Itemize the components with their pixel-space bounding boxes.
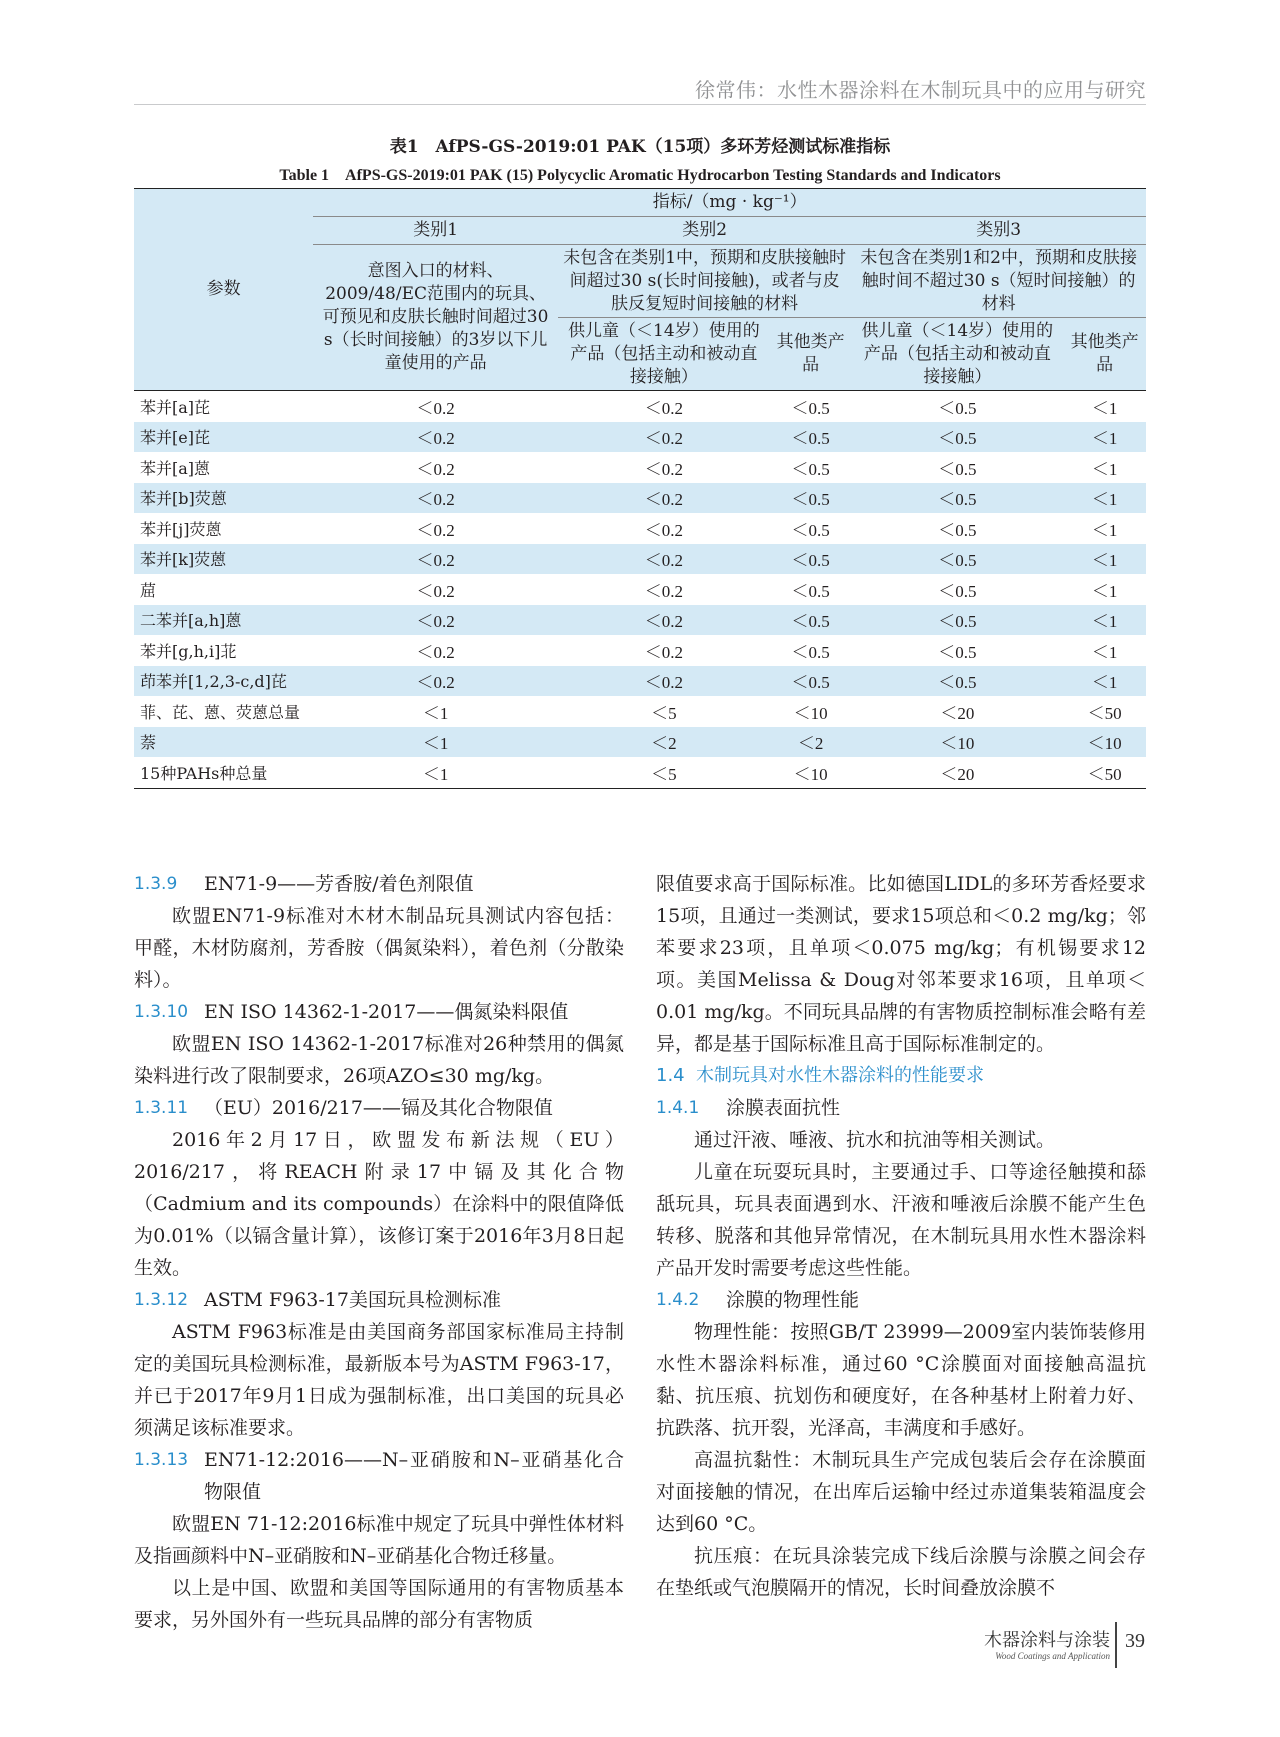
table-row bbox=[134, 666, 1146, 697]
section-heading: 1.3.9 EN71-9——芳香胺/着色剂限值 bbox=[134, 873, 474, 895]
limit-value: ＜0.2 bbox=[644, 581, 683, 601]
limit-value: ＜0.2 bbox=[313, 544, 558, 575]
param-name: 萘 bbox=[134, 727, 313, 758]
limit-value: ＜0.5 bbox=[791, 459, 830, 479]
limit-value: ＜0.5 bbox=[851, 483, 1063, 514]
limit-value: ＜1 bbox=[313, 727, 558, 758]
table-row bbox=[134, 696, 1146, 727]
table-row bbox=[134, 574, 1146, 605]
limit-value: ＜0.5 bbox=[851, 422, 1063, 453]
limit-value: ＜0.5 bbox=[791, 642, 830, 662]
paragraph: 儿童在玩耍玩具时，主要通过手、口等途径触摸和舔舐玩具，玩具表面遇到水、汗液和唾液后涂膜不能产生色转移、脱落和其他异常情况，在木制玩具用水性木器涂料产品开发时需要考虑这些性能。 bbox=[656, 1161, 1146, 1279]
limit-value: ＜0.2 bbox=[416, 581, 455, 601]
paragraph: 2016年2月17日，欧盟发布新法规（EU）2016/217，将REACH附录17中镉及其化合物（Cadmium and its compounds）在涂料中的限值降低为0.01%（以镉含量计算），该修订案于2016年3月8日起生效。 bbox=[134, 1129, 624, 1279]
table-row bbox=[134, 452, 1146, 483]
limit-value: ＜0.5 bbox=[791, 581, 830, 601]
cat2-child-products: 供儿童（＜14岁）使用的产品（包括主动和被动直接接触） bbox=[558, 318, 770, 391]
limit-value: ＜0.5 bbox=[938, 581, 977, 601]
limit-value: ＜5 bbox=[558, 757, 770, 788]
cat3-header: 类别3 bbox=[851, 217, 1146, 245]
limit-value: ＜20 bbox=[851, 757, 1063, 788]
table-row bbox=[134, 422, 1146, 453]
param-name: 苯并[e]芘 bbox=[134, 422, 313, 453]
limit-value: ＜10 bbox=[1063, 727, 1146, 758]
cat1-header: 类别1 bbox=[313, 217, 558, 245]
paragraph: 物理性能：按照GB/T 23999—2009室内装饰装修用水性木器涂料标准，通过60 °C涂膜面对面接触高温抗黏、抗压痕、抗划伤和硬度好，在各种基材上附着力好、抗跌落、抗开裂，光泽高，丰满度和手感好。 bbox=[656, 1321, 1146, 1439]
limit-value: ＜1 bbox=[1091, 398, 1118, 418]
limit-value: ＜10 bbox=[770, 757, 852, 788]
limit-value: ＜0.2 bbox=[416, 642, 455, 662]
indicator-header: 指标/（mg · kg⁻¹） bbox=[313, 189, 1146, 217]
pah-table bbox=[134, 188, 1146, 789]
cat3-desc: 未包含在类别1和2中，预期和皮肤接触时间不超过30 s（短时间接触）的材料 bbox=[851, 245, 1146, 318]
right-column bbox=[656, 868, 1146, 1604]
header-rule bbox=[134, 104, 1146, 105]
limit-value: ＜0.5 bbox=[791, 398, 830, 418]
table-row bbox=[134, 513, 1146, 544]
limit-value: ＜0.2 bbox=[558, 605, 770, 636]
param-name: 茚苯并[1,2,3-c,d]芘 bbox=[134, 666, 313, 697]
limit-value: ＜1 bbox=[1091, 642, 1118, 662]
param-name: 二苯并[a,h]蒽 bbox=[134, 605, 313, 636]
limit-value: ＜2 bbox=[770, 727, 852, 758]
limit-value: ＜0.2 bbox=[313, 666, 558, 697]
limit-value: ＜1 bbox=[1063, 544, 1146, 575]
table-caption-cn: 表1 AfPS-GS-2019:01 PAK（15项）多环芳烃测试标准指标 bbox=[389, 137, 891, 157]
left-column bbox=[134, 868, 624, 1636]
limit-value: ＜1 bbox=[1063, 422, 1146, 453]
limit-value: ＜1 bbox=[1091, 581, 1118, 601]
section-heading: 1.4 木制玩具对水性木器涂料的性能要求 bbox=[656, 1065, 984, 1086]
paragraph: 高温抗黏性：木制玩具生产完成包装后会存在涂膜面对面接触的情况，在出库后运输中经过赤道集装箱温度会达到60 °C。 bbox=[656, 1449, 1146, 1535]
limit-value: ＜1 bbox=[1091, 520, 1118, 540]
footer-divider bbox=[1115, 1622, 1117, 1668]
limit-value: ＜0.5 bbox=[938, 459, 977, 479]
cat3-other-products: 其他类产品 bbox=[1063, 318, 1146, 391]
journal-name-en: Wood Coatings and Application bbox=[995, 1651, 1110, 1661]
limit-value: ＜0.2 bbox=[416, 520, 455, 540]
limit-value: ＜10 bbox=[851, 727, 1063, 758]
limit-value: ＜0.2 bbox=[313, 422, 558, 453]
limit-value: ＜0.5 bbox=[938, 642, 977, 662]
page-number: 39 bbox=[1125, 1630, 1145, 1652]
limit-value: ＜20 bbox=[940, 703, 975, 723]
table-row bbox=[134, 544, 1146, 575]
paragraph: 通过汗液、唾液、抗水和抗油等相关测试。 bbox=[694, 1129, 1056, 1151]
limit-value: ＜0.5 bbox=[938, 398, 977, 418]
cat2-desc: 未包含在类别1中，预期和皮肤接触时间超过30 s(长时间接触)，或者与皮肤反复短时间接触的材料 bbox=[558, 245, 851, 318]
cat3-child-products: 供儿童（＜14岁）使用的产品（包括主动和被动直接接触） bbox=[851, 318, 1063, 391]
paragraph: 抗压痕：在玩具涂装完成下线后涂膜与涂膜之间会存在垫纸或气泡膜隔开的情况，长时间叠放涂膜不 bbox=[656, 1545, 1146, 1599]
limit-value: ＜50 bbox=[1087, 703, 1122, 723]
param-name: 䓛 bbox=[140, 580, 157, 600]
section-heading: 1.3.10 EN ISO 14362-1-2017——偶氮染料限值 bbox=[134, 1001, 569, 1023]
limit-value: ＜0.5 bbox=[938, 520, 977, 540]
table-row bbox=[134, 727, 1146, 758]
section-heading: 1.4.1 涂膜表面抗性 bbox=[656, 1097, 841, 1119]
limit-value: ＜0.2 bbox=[416, 459, 455, 479]
limit-value: ＜1 bbox=[313, 757, 558, 788]
table-row bbox=[134, 757, 1146, 788]
limit-value: ＜0.2 bbox=[644, 642, 683, 662]
limit-value: ＜50 bbox=[1063, 757, 1146, 788]
paragraph: 欧盟EN ISO 14362-1-2017标准对26种禁用的偶氮染料进行改了限制要求，26项AZO≤30 mg/kg。 bbox=[134, 1033, 624, 1087]
section-heading: 1.4.2 涂膜的物理性能 bbox=[656, 1289, 860, 1311]
param-header: 参数 bbox=[134, 189, 313, 391]
limit-value: ＜0.2 bbox=[558, 422, 770, 453]
limit-value: ＜0.5 bbox=[770, 666, 852, 697]
limit-value: ＜1 bbox=[1063, 605, 1146, 636]
limit-value: ＜10 bbox=[793, 703, 828, 723]
table-row bbox=[134, 483, 1146, 514]
limit-value: ＜0.2 bbox=[558, 666, 770, 697]
cat2-other-products: 其他类产品 bbox=[770, 318, 852, 391]
paragraph: 欧盟EN 71-12:2016标准中规定了玩具中弹性体材料及指画颜料中N–亚硝胺和N–亚硝基化合物迁移量。 bbox=[134, 1513, 624, 1567]
journal-name-cn: 木器涂料与涂装 bbox=[984, 1630, 1110, 1651]
paragraph: 限值要求高于国际标准。比如德国LIDL的多环芳香烃要求15项，且通过一类测试，要求15项总和＜0.2 mg/kg；邻苯要求23项，且单项＜0.075 mg/kg；有机锡要求12项。美国Melissa & Doug对邻苯要求16项，且单项＜0.01 mg/kg。不同玩具品牌的有害物质控制标准会略有差异，都是基于国际标准且高于国际标准制定的。 bbox=[656, 873, 1146, 1055]
limit-value: ＜0.2 bbox=[644, 459, 683, 479]
running-title: 徐常伟：水性木器涂料在木制玩具中的应用与研究 bbox=[695, 78, 1146, 102]
param-name: 苯并[a]芘 bbox=[140, 397, 211, 417]
limit-value: ＜1 bbox=[422, 703, 449, 723]
param-name: 苯并[b]荧蒽 bbox=[134, 483, 313, 514]
param-name: 菲、芘、蒽、荧蒽总量 bbox=[140, 702, 301, 722]
limit-value: ＜0.2 bbox=[313, 605, 558, 636]
limit-value: ＜0.5 bbox=[770, 544, 852, 575]
limit-value: ＜0.2 bbox=[644, 398, 683, 418]
limit-value: ＜0.5 bbox=[851, 605, 1063, 636]
param-name: 苯并[g,h,i]苝 bbox=[140, 641, 237, 661]
limit-value: ＜2 bbox=[558, 727, 770, 758]
limit-value: ＜0.2 bbox=[558, 544, 770, 575]
paragraph: 欧盟EN71-9标准对木材木制品玩具测试内容包括：甲醛，木材防腐剂，芳香胺（偶氮染料），着色剂（分散染料）。 bbox=[134, 905, 624, 991]
limit-value: ＜0.5 bbox=[851, 544, 1063, 575]
param-name: 苯并[k]荧蒽 bbox=[134, 544, 313, 575]
limit-value: ＜0.5 bbox=[770, 483, 852, 514]
table-row bbox=[134, 391, 1146, 422]
section-heading: 1.3.12 ASTM F963-17美国玩具检测标准 bbox=[134, 1289, 501, 1311]
limit-value: ＜0.5 bbox=[770, 605, 852, 636]
cat2-header: 类别2 bbox=[558, 217, 851, 245]
limit-value: ＜0.2 bbox=[313, 483, 558, 514]
limit-value: ＜0.2 bbox=[644, 520, 683, 540]
section-heading: 1.3.11 （EU）2016/217——镉及其化合物限值 bbox=[134, 1097, 553, 1119]
table-row bbox=[134, 635, 1146, 666]
table-caption-en: Table 1 AfPS-GS-2019:01 PAK (15) Polycyclic Aromatic Hydrocarbon Testing Standards and Indicators bbox=[279, 167, 1001, 184]
table-row bbox=[134, 605, 1146, 636]
param-name: 苯并[j]荧蒽 bbox=[140, 519, 222, 539]
limit-value: ＜0.2 bbox=[416, 398, 455, 418]
limit-value: ＜0.5 bbox=[851, 666, 1063, 697]
param-name: 苯并[a]蒽 bbox=[140, 458, 211, 478]
paragraph: 以上是中国、欧盟和美国等国际通用的有害物质基本要求，另外国外有一些玩具品牌的部分有害物质 bbox=[134, 1577, 624, 1631]
limit-value: ＜1 bbox=[1063, 666, 1146, 697]
limit-value: ＜1 bbox=[1091, 459, 1118, 479]
section-heading: 1.3.13 EN71-12:2016——N–亚硝胺和N–亚硝基化合物限值 bbox=[134, 1449, 624, 1503]
limit-value: ＜0.5 bbox=[791, 520, 830, 540]
param-name: 15种PAHs种总量 bbox=[134, 757, 313, 788]
limit-value: ＜5 bbox=[651, 703, 677, 723]
limit-value: ＜0.2 bbox=[558, 483, 770, 514]
limit-value: ＜0.5 bbox=[770, 422, 852, 453]
cat1-desc: 意图入口的材料、2009/48/EC范围内的玩具、可预见和皮肤长触时间超过30 s（长时间接触）的3岁以下儿童使用的产品 bbox=[313, 245, 558, 391]
paragraph: ASTM F963标准是由美国商务部国家标准局主持制定的美国玩具检测标准，最新版本号为ASTM F963-17，并已于2017年9月1日成为强制标准，出口美国的玩具必须满足该标准要求。 bbox=[134, 1321, 624, 1439]
limit-value: ＜1 bbox=[1063, 483, 1146, 514]
